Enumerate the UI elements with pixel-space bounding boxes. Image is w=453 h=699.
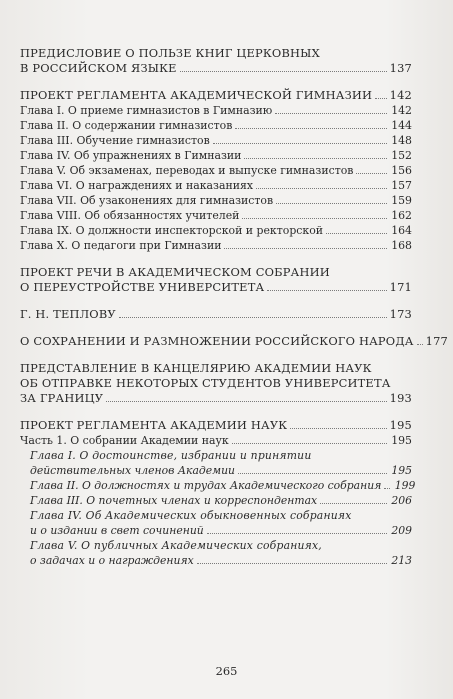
toc-page-number: 195 <box>391 434 412 447</box>
toc-entry-title: ПРОЕКТ РЕГЛАМЕНТА АКАДЕМИЧЕСКОЙ ГИМНАЗИИ <box>20 88 373 102</box>
toc-chapter[interactable] <box>20 478 416 493</box>
toc-page-number: 142 <box>389 88 412 102</box>
dot-leader <box>197 563 387 564</box>
toc-page-number: 162 <box>391 209 412 222</box>
toc-page-number: 177 <box>425 334 448 348</box>
toc-entry-title: Глава V. О публичных Академических собраниях, <box>30 539 322 552</box>
toc-entry-preservation[interactable] <box>20 334 448 349</box>
toc-chapter[interactable] <box>20 193 412 208</box>
dot-leader <box>224 248 387 249</box>
dot-leader <box>180 71 387 72</box>
toc-entry-academy-regulation[interactable] <box>20 418 412 433</box>
toc-entry-title: Глава I. О приеме гимназистов в Гимназию <box>20 104 273 117</box>
dot-leader <box>375 98 387 99</box>
toc-entry-title: О ПЕРЕУСТРОЙСТВЕ УНИВЕРСИТЕТА <box>20 280 265 294</box>
dot-leader <box>320 503 387 504</box>
dot-leader <box>119 317 387 318</box>
dot-leader <box>207 533 387 534</box>
dot-leader <box>256 188 387 189</box>
toc-entry-title: ПРЕДИСЛОВИЕ О ПОЛЬЗЕ КНИГ ЦЕРКОВНЫХ <box>20 46 320 60</box>
toc-entry-title: ОБ ОТПРАВКЕ НЕКОТОРЫХ СТУДЕНТОВ УНИВЕРСИТЕТА <box>20 376 391 390</box>
dot-leader <box>267 290 386 291</box>
toc-chapter[interactable] <box>20 538 412 568</box>
toc-entry-title: В РОССИЙСКОМ ЯЗЫКЕ <box>20 61 177 75</box>
toc-entry-title: о задачах и о награждениях <box>30 554 194 567</box>
toc-page-number: 171 <box>389 280 412 294</box>
toc-entry-title: Глава II. О содержании гимназистов <box>20 119 233 132</box>
toc-part[interactable] <box>20 433 412 448</box>
toc-page-number: 213 <box>391 554 412 567</box>
toc-entry-title: ПРЕДСТАВЛЕНИЕ В КАНЦЕЛЯРИЮ АКАДЕМИИ НАУК <box>20 361 372 375</box>
toc-chapter[interactable] <box>20 508 412 538</box>
toc-entry-title: и о издании в свет сочинений <box>30 524 204 537</box>
toc-page-number: 148 <box>391 134 412 147</box>
toc-chapter[interactable] <box>20 448 412 478</box>
toc-page-number: 195 <box>389 418 412 432</box>
toc-chapter[interactable] <box>20 163 412 178</box>
toc-entry-title: Глава VI. О награждениях и наказаниях <box>20 179 254 192</box>
toc-page-number: 173 <box>389 307 412 321</box>
toc-entry-title: ЗА ГРАНИЦУ <box>20 391 104 405</box>
toc-entry-teplov[interactable] <box>20 307 412 322</box>
toc-page-number: 156 <box>391 164 412 177</box>
toc-chapter[interactable] <box>20 178 412 193</box>
toc-page-number: 195 <box>391 464 412 477</box>
dot-leader <box>232 443 387 444</box>
toc-entry-title: ПРОЕКТ РЕГЛАМЕНТА АКАДЕМИИ НАУК <box>20 418 288 432</box>
dot-leader <box>244 158 387 159</box>
dot-leader <box>275 113 387 114</box>
toc-entry-title: Глава III. Обучение гимназистов <box>20 134 210 147</box>
dot-leader <box>326 233 387 234</box>
toc-entry-title: Часть 1. О собрании Академии наук <box>20 434 229 447</box>
toc-entry-title: Глава VII. Об узаконениях для гимназистов <box>20 194 274 207</box>
toc-page-number: 152 <box>391 149 412 162</box>
toc-page-number: 209 <box>391 524 412 537</box>
toc-entry-gymnasium-regulation[interactable] <box>20 88 412 103</box>
toc-entry-title: Глава X. О педагоги при Гимназии <box>20 239 222 252</box>
toc-page-number: 144 <box>391 119 412 132</box>
toc-page-number: 164 <box>391 224 412 237</box>
toc-page-number: 206 <box>391 494 412 507</box>
dot-leader <box>106 401 386 402</box>
dot-leader <box>417 344 423 345</box>
toc-chapter[interactable] <box>20 238 412 253</box>
dot-leader <box>238 473 387 474</box>
toc-page-number: 168 <box>391 239 412 252</box>
toc-entry-title: Глава I. О достоинстве, избрании и принятии <box>30 449 312 462</box>
dot-leader <box>290 428 386 429</box>
toc-chapter[interactable] <box>20 103 412 118</box>
dot-leader <box>213 143 387 144</box>
dot-leader <box>276 203 387 204</box>
toc-page-number: 193 <box>389 391 412 405</box>
toc-entry-title: О СОХРАНЕНИИ И РАЗМНОЖЕНИИ РОССИЙСКОГО НАРОДА <box>20 334 414 348</box>
toc-entry-title: Г. Н. ТЕПЛОВУ <box>20 307 116 321</box>
toc-entry-title: ПРОЕКТ РЕЧИ В АКАДЕМИЧЕСКОМ СОБРАНИИ <box>20 265 330 279</box>
toc-entry-preface[interactable] <box>20 46 412 76</box>
toc-entry-title: Глава III. О почетных членах и корреспондентах <box>30 494 318 507</box>
toc-entry-title: Глава VIII. Об обязанностях учителей <box>20 209 240 222</box>
toc-entry-title: действительных членов Академии <box>30 464 235 477</box>
page-number-footer: 265 <box>215 664 238 678</box>
toc-entry-submission[interactable] <box>20 361 412 406</box>
toc-chapter[interactable] <box>20 493 412 508</box>
toc-page-number: 142 <box>391 104 412 117</box>
toc-entry-title: Глава IX. О должности инспекторской и ректорской <box>20 224 324 237</box>
toc-entry-title: Глава IV. Об упражнениях в Гимназии <box>20 149 242 162</box>
table-of-contents <box>20 46 448 568</box>
dot-leader <box>235 128 387 129</box>
toc-chapter[interactable] <box>20 133 412 148</box>
toc-entry-speech[interactable] <box>20 265 412 295</box>
dot-leader <box>242 218 387 219</box>
toc-entry-title: Глава IV. Об Академических обыкновенных собраниях <box>30 509 352 522</box>
toc-chapter[interactable] <box>20 148 412 163</box>
toc-entry-title: Глава II. О должностях и трудах Академического собрания <box>30 479 382 492</box>
toc-chapter[interactable] <box>20 118 412 133</box>
toc-page-number: 199 <box>394 479 416 492</box>
toc-page-number: 137 <box>389 61 412 75</box>
dot-leader <box>356 173 387 174</box>
toc-entry-title: Глава V. Об экзаменах, переводах и выпуске гимназистов <box>20 164 354 177</box>
toc-page-number: 157 <box>391 179 412 192</box>
dot-leader <box>384 488 390 489</box>
toc-chapter[interactable] <box>20 223 412 238</box>
toc-page-number: 159 <box>391 194 412 207</box>
toc-chapter[interactable] <box>20 208 412 223</box>
